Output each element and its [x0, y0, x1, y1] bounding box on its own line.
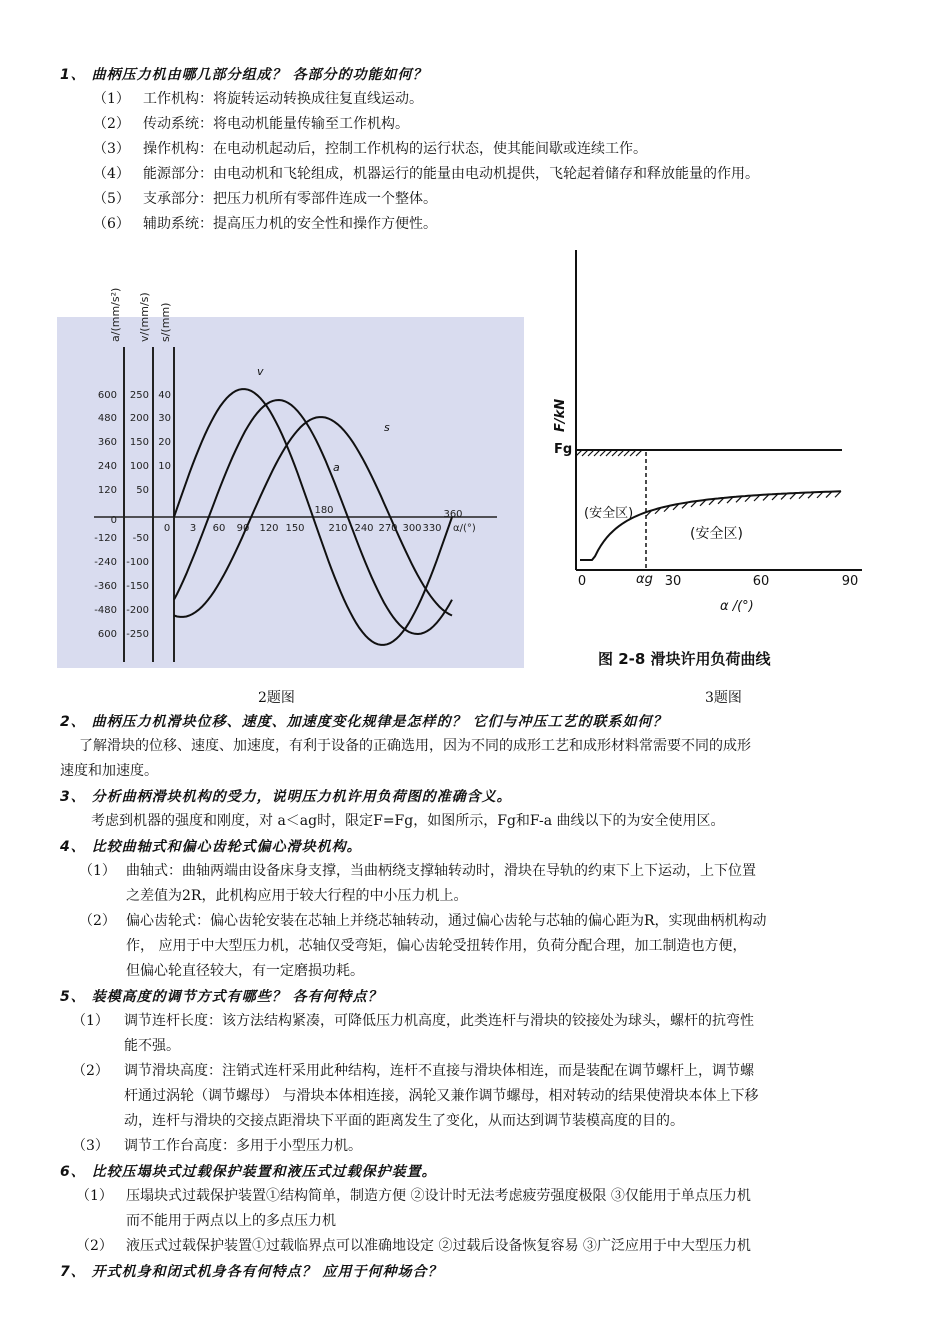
x-tick: 90	[236, 523, 250, 534]
a-axis-label: a/(mm/s²)	[109, 287, 122, 342]
question-2-title: 2、 曲柄压力机滑块位移、速度、加速度变化规律是怎样的？ 它们与冲压工艺的联系如何？	[60, 714, 668, 730]
q5-item-line: 调节连杆长度：该方法结构紧凑，可降低压力机高度，此类连杆与滑块的铰接处为球头，螺杆的抗弯性	[124, 1013, 754, 1029]
q5-item-number: （3）	[72, 1138, 109, 1154]
ag-label: αg	[636, 572, 653, 587]
a-tick: 600	[97, 390, 117, 401]
item-number: （5）	[93, 191, 130, 207]
item-text: 能源部分：由电动机和飞轮组成，机器运行的能量由电动机提供，飞轮起着储存和释放能量的作用。	[143, 166, 759, 182]
q2-answer: 了解滑块的位移、速度、加速度，有利于设备的正确选用，因为不同的成形工艺和成形材料常需要不同的成形	[79, 738, 751, 754]
fg-label: Fg	[554, 442, 573, 457]
q1-item	[93, 89, 423, 109]
figure-2-caption: 2题图	[258, 690, 295, 706]
q4-item-line: 之差值为2R，此机构应用于较大行程的中小压力机上。	[126, 888, 468, 904]
item-text: 辅助系统：提高压力机的安全性和操作方便性。	[143, 216, 437, 232]
item-number: （3）	[93, 141, 130, 157]
figure-3-load-curve	[552, 240, 882, 672]
v-tick: 250	[129, 390, 149, 401]
q1-item	[93, 139, 647, 159]
v-tick: 100	[129, 461, 149, 472]
q4-item-line: 曲轴式：曲轴两端由设备床身支撑，当曲柄绕支撑轴转动时，滑块在导轨的约束下上下运动，上下位置	[126, 863, 756, 879]
item-text: 支承部分：把压力机所有零部件连成一个整体。	[143, 191, 437, 207]
a-tick: -360	[94, 581, 117, 592]
item-number: （2）	[93, 116, 130, 132]
q6-item-number: （1）	[76, 1188, 113, 1204]
v-tick: -50	[132, 533, 149, 544]
question-1-title: 1、 曲柄压力机由哪几部分组成？ 各部分的功能如何？	[60, 67, 428, 83]
x-tick: 0	[577, 574, 587, 589]
item-text: 工作机构：将旋转运动转换成往复直线运动。	[143, 91, 423, 107]
q4-item-number: （2）	[79, 913, 116, 929]
a-tick: -120	[94, 533, 117, 544]
x-tick: 120	[259, 523, 279, 534]
q1-item	[93, 114, 409, 134]
v-tick: -100	[126, 557, 149, 568]
q4-item-line: 偏心齿轮式：偏心齿轮安装在芯轴上并绕芯轴转动，通过偏心齿轮与芯轴的偏心距为R，实现曲柄机构动	[126, 913, 767, 929]
x-tick: 210	[328, 523, 348, 534]
q6-item-line: 压塌块式过载保护装置①结构简单，制造方便 ②设计时无法考虑疲劳强度极限 ③仅能用于单点压力机	[126, 1188, 751, 1204]
item-number: （6）	[93, 216, 130, 232]
x-tick: 300	[402, 523, 422, 534]
a-tick: -480	[94, 605, 117, 616]
v-tick: -150	[126, 581, 149, 592]
x-tick: 30	[664, 574, 682, 589]
v-tick: -250	[126, 629, 149, 640]
x-tick: 3	[189, 523, 197, 534]
curve-label-a: a	[333, 461, 340, 474]
s-tick: 40	[158, 390, 171, 401]
v-axis-label: v/(mm/s)	[138, 292, 151, 342]
y-axis-label: F/kN	[553, 398, 568, 432]
q5-item-line: 调节滑块高度：注销式连杆采用此种结构，连杆不直接与滑块体相连，而是装配在调节螺杆上，调节螺	[124, 1063, 754, 1079]
x-tick: 90	[841, 574, 859, 589]
s-axis-label: s/(mm)	[159, 302, 172, 342]
q6-item-line: 而不能用于两点以上的多点压力机	[126, 1213, 336, 1229]
a-tick: 600	[97, 629, 117, 640]
question-7-title: 7、 开式机身和闭式机身各有何特点？ 应用于何种场合？	[60, 1264, 443, 1280]
x-tick: 150	[285, 523, 305, 534]
q4-item-line: 但偏心轮直径较大，有一定磨损功耗。	[126, 963, 364, 979]
v-tick: 200	[129, 413, 149, 424]
v-tick: -200	[126, 605, 149, 616]
x-tick: 60	[212, 523, 226, 534]
q4-item-number: （1）	[79, 863, 116, 879]
q5-item-number: （2）	[72, 1063, 109, 1079]
figure-2-motion-curves	[57, 287, 524, 668]
x-tick: 360	[443, 509, 463, 520]
a-tick: -240	[94, 557, 117, 568]
s-tick: 10	[158, 461, 171, 472]
a-tick: 120	[97, 485, 117, 496]
item-number: （4）	[93, 166, 130, 182]
x-axis-label: α/(°)	[453, 523, 476, 534]
safe-zone-left: (安全区)	[584, 506, 634, 521]
q4-item-line: 作， 应用于中大型压力机，芯轴仅受弯矩，偏心齿轮受扭转作用，负荷分配合理，加工制造也方便，	[126, 938, 747, 954]
question-4-title: 4、 比较曲轴式和偏心齿轮式偏心滑块机构。	[60, 839, 362, 855]
question-3-title: 3、 分析曲柄滑块机构的受力，说明压力机许用负荷图的准确含义。	[60, 789, 512, 805]
x-tick: 270	[378, 523, 398, 534]
safe-zone-right: (安全区)	[690, 526, 743, 542]
curve-label-v: v	[257, 365, 264, 378]
q6-item-number: （2）	[76, 1238, 113, 1254]
s-tick: 30	[158, 413, 171, 424]
v-tick: 150	[129, 437, 149, 448]
figure-3-caption: 3题图	[705, 690, 742, 706]
x-tick: 180	[314, 505, 334, 516]
v-tick: 50	[136, 485, 149, 496]
a-tick: 240	[97, 461, 117, 472]
q3-answer: 考虑到机器的强度和刚度，对 a＜ag时，限定F=Fg，如图所示，Fg和F-a 曲线以下的为安全使用区。	[91, 813, 725, 829]
q1-item	[93, 189, 437, 209]
item-text: 操作机构：在电动机起动后，控制工作机构的运行状态，使其能间歇或连续工作。	[143, 141, 647, 157]
q6-item-line: 液压式过载保护装置①过载临界点可以准确地设定 ②过载后设备恢复容易 ③广泛应用于中大型压力机	[126, 1238, 751, 1254]
q5-item-line: 动，连杆与滑块的交接点距滑块下平面的距离发生了变化，从而达到调节装模高度的目的。	[124, 1113, 684, 1129]
figure-background	[552, 240, 882, 672]
s-tick: 20	[158, 437, 171, 448]
item-number: （1）	[93, 91, 130, 107]
figure-title: 图 2-8 滑块许用负荷曲线	[598, 650, 771, 668]
item-text: 传动系统：将电动机能量传输至工作机构。	[143, 116, 409, 132]
question-5-title: 5、 装模高度的调节方式有哪些？ 各有何特点？	[60, 989, 383, 1005]
x-tick: 0	[163, 523, 171, 534]
a-tick: 0	[110, 515, 117, 526]
q5-item-number: （1）	[72, 1013, 109, 1029]
a-tick: 480	[97, 413, 117, 424]
q2-answer: 速度和加速度。	[60, 763, 158, 779]
x-axis-label: α /(°)	[720, 599, 754, 614]
x-tick: 60	[752, 574, 770, 589]
curve-label-s: s	[384, 421, 390, 434]
q5-item-line: 调节工作台高度：多用于小型压力机。	[124, 1138, 362, 1154]
q1-item	[93, 214, 437, 234]
a-tick: 360	[97, 437, 117, 448]
q1-item	[93, 164, 759, 184]
q5-item-line: 杆通过涡轮（调节螺母） 与滑块本体相连接，涡轮又兼作调节螺母，相对转动的结果使滑块本体上下移	[124, 1088, 759, 1104]
question-6-title: 6、 比较压塌块式过载保护装置和液压式过载保护装置。	[60, 1164, 437, 1180]
q5-item-line: 能不强。	[124, 1038, 180, 1054]
x-tick: 330	[422, 523, 442, 534]
x-tick: 240	[354, 523, 374, 534]
